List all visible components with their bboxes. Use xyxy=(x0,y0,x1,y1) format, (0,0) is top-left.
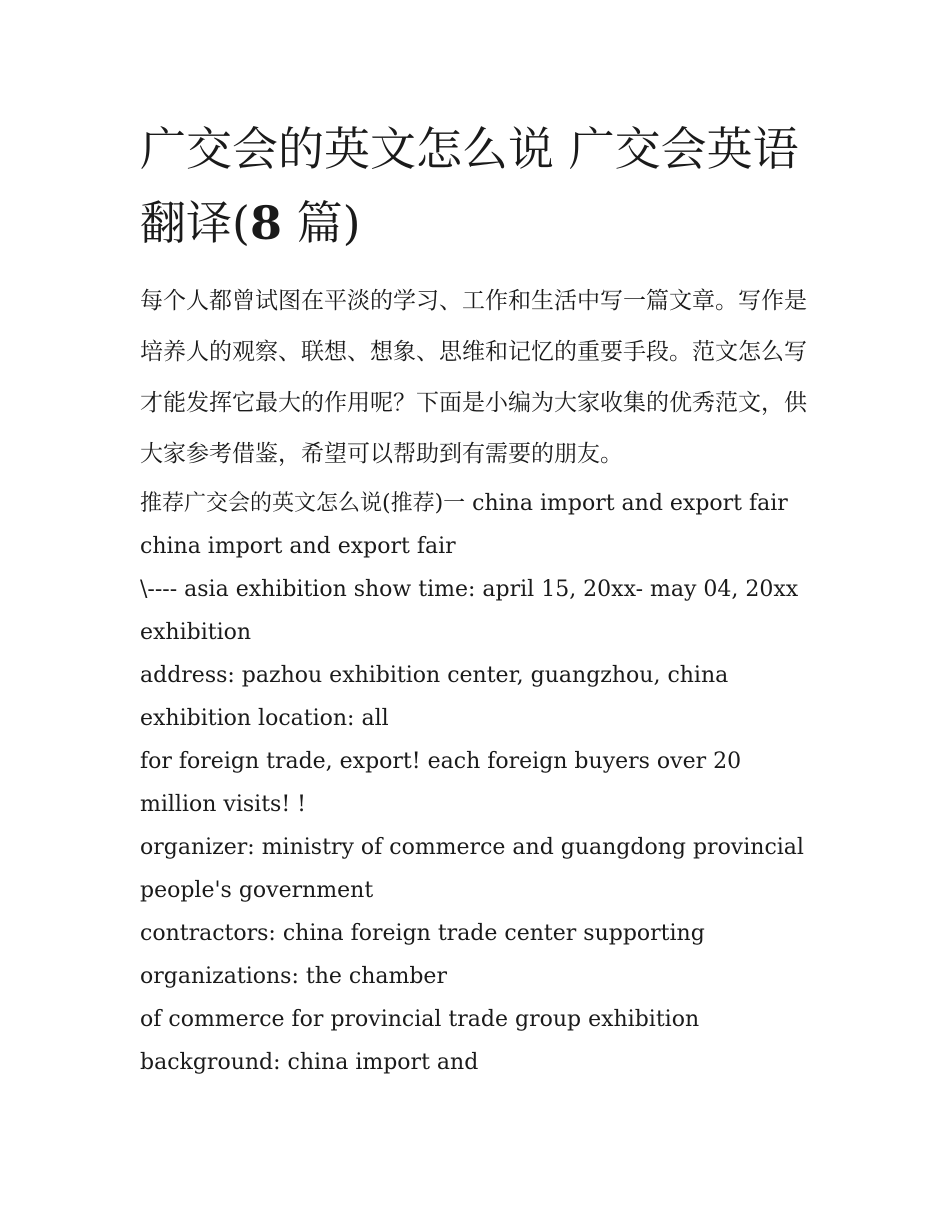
body-line: \---- asia exhibition show time: april 15, 20xx- may 04, 20xx exhibition xyxy=(140,577,799,645)
body-line: contractors: china foreign trade center supporting organizations: the chamber xyxy=(140,921,705,989)
body-lines xyxy=(140,482,820,1084)
document-page xyxy=(140,112,820,1084)
document-title xyxy=(140,112,820,260)
intro-paragraph: 每个人都曾试图在平淡的学习、工作和生活中写一篇文章。写作是培养人的观察、联想、想象、思维和记忆的重要手段。范文怎么写才能发挥它最大的作用呢？下面是小编为大家收集的优秀范文，供大家参考借鉴，希望可以帮助到有需要的朋友。 xyxy=(140,288,807,467)
body-line: address: pazhou exhibition center, guangzhou, china exhibition location: all xyxy=(140,663,729,731)
title-text-part2: 篇) xyxy=(281,196,361,250)
title-count: 8 xyxy=(249,196,282,250)
body-line: for foreign trade, export! each foreign buyers over 20 million visits! ! xyxy=(140,749,742,817)
body-line: organizer: ministry of commerce and guangdong provincial people's government xyxy=(140,835,804,903)
body-line: china import and export fair xyxy=(140,534,456,559)
title-text-part1: 广交会的英文怎么说 广交会英语翻译( xyxy=(140,122,799,250)
body-line: 推荐广交会的英文怎么说(推荐)一 china import and export fair xyxy=(140,491,788,516)
body-line: of commerce for provincial trade group exhibition background: china import and xyxy=(140,1007,700,1075)
